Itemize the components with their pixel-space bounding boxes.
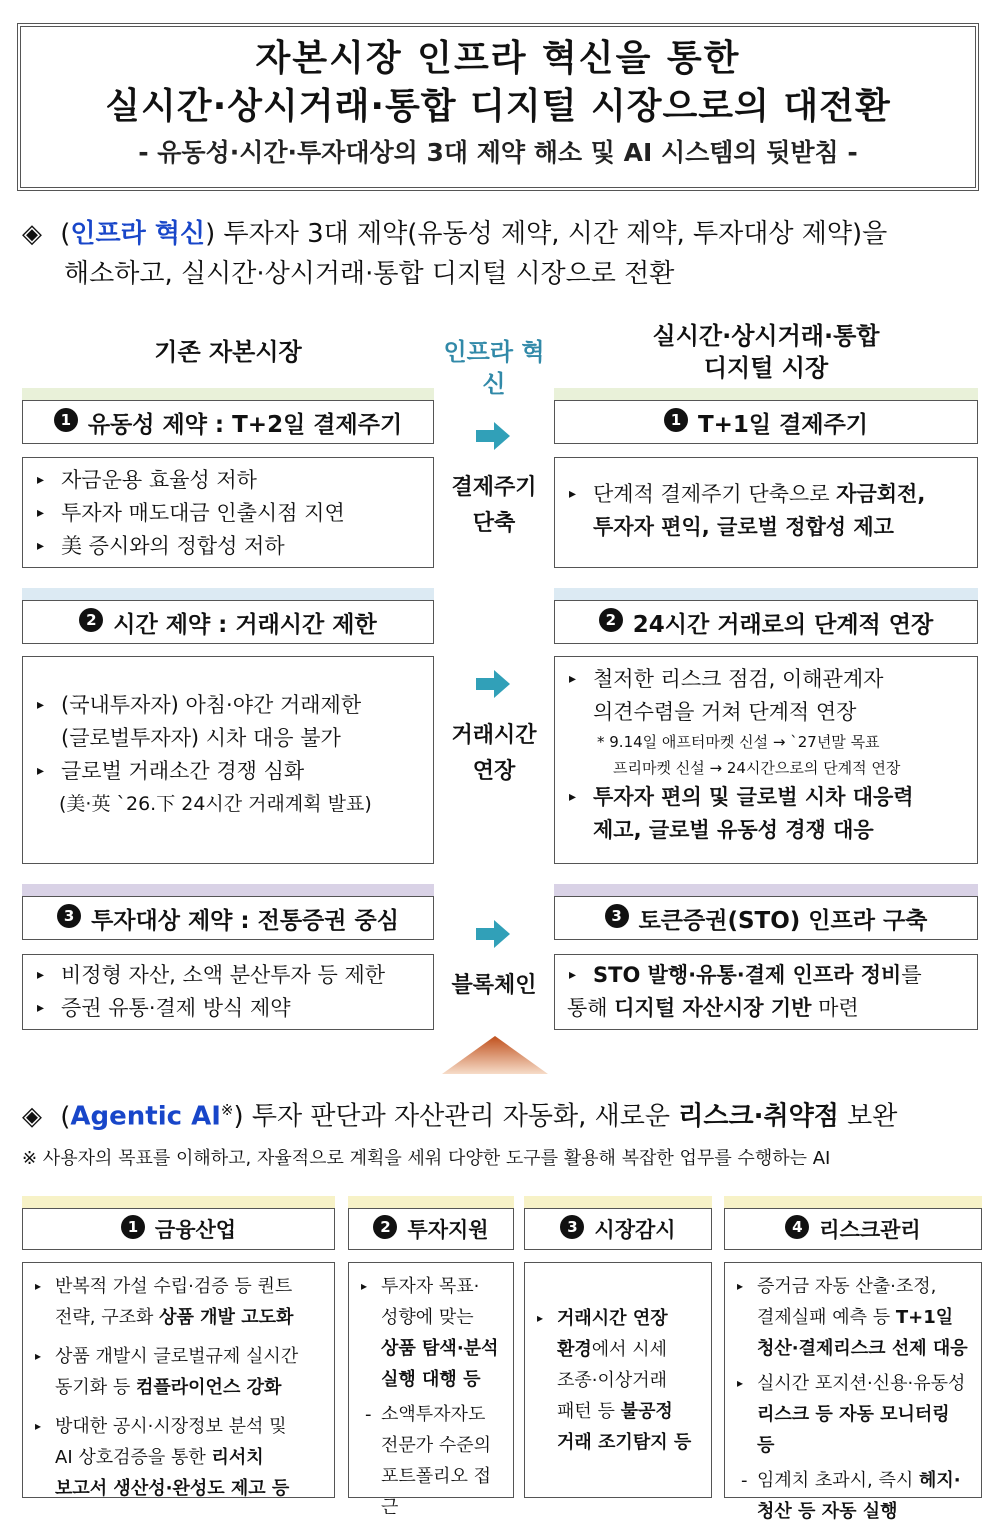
row3-left-title-text: 투자대상 제약 : 전통증권 중심 (91, 907, 399, 934)
row1-right-bar (554, 388, 978, 400)
section2-heading (22, 1090, 982, 1137)
row2-middle-line2: 연장 (472, 759, 516, 784)
section2-keyword: Agentic AI (70, 1101, 221, 1132)
ai-box3-title (524, 1208, 712, 1250)
column-head-middle: 인프라 혁신 (443, 338, 545, 398)
row3-middle-label: 블록체인 (451, 973, 537, 998)
row2-left-title (22, 600, 434, 644)
ai-box4-i1-b: 결제실패 예측 등 (757, 1307, 896, 1328)
ai-box3-i1-b: 조종·이상거래 (557, 1370, 668, 1391)
row3-right-text-c: 마련 (811, 996, 859, 1020)
row3-right-text-b: 통해 (567, 996, 615, 1020)
ai-box1-content (22, 1262, 335, 1498)
list-item: ▸ 글로벌 거래소간 경쟁 심화 (35, 755, 423, 788)
row3-right-line2 (567, 992, 967, 1025)
number-badge-2: 2 (599, 608, 623, 632)
list-item: ▸ 美 증시와의 정합성 저하 (35, 530, 423, 563)
ai-box4-title-text: 리스크관리 (819, 1218, 921, 1242)
row2-middle-label (436, 718, 552, 790)
section1-text-a: 투자자 3대 제약(유동성 제약, 시간 제약, 투자대상 제약)을 (215, 219, 888, 249)
row2-left-item1-b: (글로벌투자자) 시차 대응 불가 (61, 726, 341, 750)
row2-right-item2-a: ▸ 투자자 편의 및 글로벌 시차 대응력 (593, 785, 914, 809)
ai-box3-content (524, 1262, 712, 1498)
title-line-1: 자본시장 인프라 혁신을 통한 (255, 38, 741, 79)
list-item (567, 663, 967, 729)
ai-box2-d1-b: 전문가 수준의 (381, 1435, 492, 1456)
list-item: ▸ 자금운용 효율성 저하 (35, 464, 423, 497)
diamond-icon: ◈ (22, 1101, 42, 1132)
ai-box2-i1-a: ▸ 투자자 목표· (381, 1276, 480, 1297)
row3-right-bar (554, 884, 978, 896)
row2-right-content (554, 656, 978, 864)
ai-box3-i1-bold2: 환경 (557, 1339, 592, 1360)
row3-right-text-a: 를 (901, 963, 922, 987)
ai-box2-bar (348, 1196, 514, 1208)
row2-right-title (554, 600, 978, 644)
number-badge-2: 2 (373, 1215, 397, 1239)
column-head-left: 기존 자본시장 (154, 338, 302, 366)
number-badge-2: 2 (79, 608, 103, 632)
row1-middle-line1: 결제주기 (451, 475, 537, 500)
list-item (33, 1341, 326, 1403)
ai-box3-i1-bold3: 불공정 (620, 1401, 673, 1422)
row2-right-item1-b: 의견수렴을 거쳐 단계적 연장 (593, 700, 857, 724)
up-chevron-icon (440, 1034, 550, 1076)
ai-box2-d1-c: 포트폴리오 접근 (381, 1466, 492, 1518)
right-arrow-icon (476, 920, 510, 948)
number-badge-1: 1 (54, 408, 78, 432)
ai-box1-i3-bold2: 보고서 생산성·완성도 제고 등 (55, 1478, 290, 1499)
ai-box3-title-text: 시장감시 (594, 1218, 676, 1242)
ai-box4-bar (724, 1196, 982, 1208)
ai-box4-i1-bold2: 청산·결제리스크 선제 대응 (757, 1338, 968, 1359)
ai-box4-i1-a: ▸ 증거금 자동 산출·조정, (757, 1276, 937, 1297)
list-item (359, 1399, 505, 1520)
ai-box1-bar (22, 1196, 335, 1208)
row2-right-note-a: * 9.14일 애프터마켓 신설 → `27년말 목표 (597, 733, 880, 751)
row2-left-content (22, 656, 434, 864)
column-head-right-line2: 디지털 시장 (703, 354, 829, 382)
list-item (735, 1368, 973, 1461)
section2-mark: ※ (220, 1101, 234, 1119)
section2-note: ※ 사용자의 목표를 이해하고, 자율적으로 계획을 세워 다양한 도구를 활용해 복잡한 업무를 수행하는 AI (22, 1148, 831, 1169)
ai-box3-i1-a: 에서 시세 (591, 1339, 668, 1360)
row1-left-content (22, 457, 434, 568)
ai-box3-i1-bold1: ▸ 거래시간 연장 (557, 1308, 668, 1329)
list-item (735, 1465, 973, 1520)
list-item (567, 959, 967, 992)
ai-box4-content (724, 1262, 982, 1520)
list-item (33, 1271, 326, 1333)
row3-right-title-text: 토큰증권(STO) 인프라 구축 (638, 907, 928, 934)
list-item: ▸ 투자자 매도대금 인출시점 지연 (35, 497, 423, 530)
number-badge-4: 4 (785, 1215, 809, 1239)
ai-box4-d1-a: 임계치 초과시, 즉시 (757, 1470, 919, 1491)
row2-left-item2-sub: (美·英 `26.下 24시간 거래계획 발표) (59, 793, 372, 815)
list-item (359, 1271, 505, 1395)
row2-left-title-text: 시간 제약 : 거래시간 제한 (113, 611, 377, 638)
ai-box2-title (348, 1208, 514, 1250)
section2-text-a: 투자 판단과 자산관리 자동화, 새로운 (243, 1101, 679, 1132)
title-subtitle: - 유동성·시간·투자대상의 3대 제약 해소 및 AI 시스템의 뒷받침 - (138, 138, 858, 167)
row2-right-item2-b: 제고, 글로벌 유동성 경쟁 대응 (593, 818, 874, 842)
ai-box3-bar (524, 1196, 712, 1208)
row1-middle-label (436, 470, 552, 542)
section2-text-bold: 리스크·취약점 (678, 1101, 839, 1132)
section2-paren-open: ( (60, 1101, 71, 1132)
list-item: ▸ 증권 유통·결제 방식 제약 (35, 992, 423, 1025)
row1-right-title-text: T+1일 결제주기 (697, 411, 869, 438)
row1-left-title-text: 유동성 제약 : T+2일 결제주기 (87, 411, 403, 438)
row2-middle-line1: 거래시간 (451, 723, 537, 748)
row1-middle-line2: 단축 (472, 511, 516, 536)
ai-box4-title (724, 1208, 982, 1250)
row2-right-note-b: 프리마켓 신설 → 24시간으로의 단계적 연장 (613, 759, 901, 777)
ai-box2-title-text: 투자지원 (407, 1218, 489, 1242)
ai-box4-i1-bold1: T+1일 (895, 1307, 954, 1328)
ai-box3-i1-bold4: 거래 조기탐지 등 (557, 1432, 692, 1453)
ai-box4-d1-bold1: 헤지· (919, 1470, 961, 1491)
ai-box2-content (348, 1262, 514, 1518)
row2-left-bar (22, 588, 434, 600)
ai-box1-i3-a: ▸ 방대한 공시·시장정보 분석 및 (55, 1416, 287, 1437)
list-item (735, 1271, 973, 1364)
row3-right-bold-a: STO 발행·유통·결제 인프라 정비 (593, 963, 902, 987)
list-item: ▸ 비정형 자산, 소액 분산투자 등 제한 (35, 959, 423, 992)
row1-left-bar (22, 388, 434, 400)
ai-box4-i2-a: ▸ 실시간 포지션·신용·유동성 (757, 1373, 966, 1394)
row2-right-item1-a: ▸ 철저한 리스크 점검, 이해관계자 (593, 667, 884, 691)
ai-box1-i3-bold1: 리서치 (211, 1447, 264, 1468)
right-arrow-icon (476, 422, 510, 450)
row2-left-item1-a: ▸ (국내투자자) 아침·야간 거래제한 (61, 693, 362, 717)
ai-box2-d1-a: - 소액투자자도 (381, 1404, 486, 1425)
row3-right-title (554, 896, 978, 940)
section1-keyword: 인프라 혁신 (70, 219, 206, 249)
row3-right-bold-b: 디지털 자산시장 기반 (614, 996, 812, 1020)
ai-box2-i1-bold2: 실행 대행 등 (381, 1369, 481, 1390)
title-box (20, 26, 976, 188)
ai-box1-i2-a: ▸ 상품 개발시 글로벌규제 실시간 (55, 1346, 299, 1367)
right-arrow-icon (476, 670, 510, 698)
section2-paren-close: ) (233, 1101, 244, 1132)
column-head-right (554, 320, 978, 384)
ai-box1-i1-b: 전략, 구조화 (55, 1307, 160, 1328)
list-item (535, 1303, 703, 1458)
number-badge-1: 1 (664, 408, 688, 432)
section1-paren-close: ) (205, 219, 216, 249)
section1-paren-open: ( (60, 219, 71, 249)
row3-right-content (554, 954, 978, 1030)
row1-right-bold-b: 투자자 편익, 글로벌 정합성 제고 (593, 515, 894, 539)
row3-left-title (22, 896, 434, 940)
row1-right-content (554, 457, 978, 568)
ai-box2-i1-bold1: 상품 탐색·분석 (381, 1338, 499, 1359)
row3-left-bar (22, 884, 434, 896)
ai-box1-i2-bold: 컴플라이언스 강화 (136, 1377, 282, 1398)
ai-box2-i1-b: 성향에 맞는 (381, 1307, 474, 1328)
ai-box4-i2-bold: 리스크 등 자동 모니터링 등 (757, 1404, 950, 1456)
number-badge-3: 3 (605, 904, 629, 928)
ai-box1-title-text: 금융산업 (154, 1218, 237, 1242)
ai-box3-i1-c: 패턴 등 (557, 1401, 621, 1422)
row1-right-title (554, 400, 978, 444)
list-item (35, 689, 423, 755)
row2-right-bar (554, 588, 978, 600)
row1-left-title (22, 400, 434, 444)
ai-box1-i3-b: AI 상호검증을 통한 (55, 1447, 212, 1468)
ai-box4-d1-bold2: 청산 등 자동 실행 (757, 1501, 898, 1520)
section1-text-b: 해소하고, 실시간·상시거래·통합 디지털 시장으로 전환 (64, 259, 675, 289)
ai-box1-title (22, 1208, 335, 1250)
number-badge-3: 3 (57, 904, 81, 928)
diamond-icon: ◈ (22, 219, 42, 249)
ai-box1-i1-bold: 상품 개발 고도화 (159, 1307, 294, 1328)
list-item (567, 781, 967, 847)
row1-right-text: 단계적 결제주기 단축으로 (593, 482, 837, 506)
column-head-right-line1: 실시간·상시거래·통합 (652, 322, 880, 350)
title-line-2: 실시간·상시거래·통합 디지털 시장으로의 대전환 (105, 86, 891, 127)
list-item (33, 1411, 326, 1504)
section1-heading (22, 214, 982, 294)
list-item (567, 478, 967, 511)
row3-left-content (22, 954, 434, 1030)
ai-box1-i2-b: 동기화 등 (55, 1377, 136, 1398)
number-badge-1: 1 (121, 1215, 145, 1239)
ai-box1-i1-a: ▸ 반복적 가설 수립·검증 등 퀀트 (55, 1276, 293, 1297)
row1-right-bold-a: 자금회전, (836, 482, 926, 506)
row2-right-title-text: 24시간 거래로의 단계적 연장 (632, 611, 934, 638)
section2-text-b: 보완 (838, 1101, 898, 1132)
number-badge-3: 3 (560, 1215, 584, 1239)
